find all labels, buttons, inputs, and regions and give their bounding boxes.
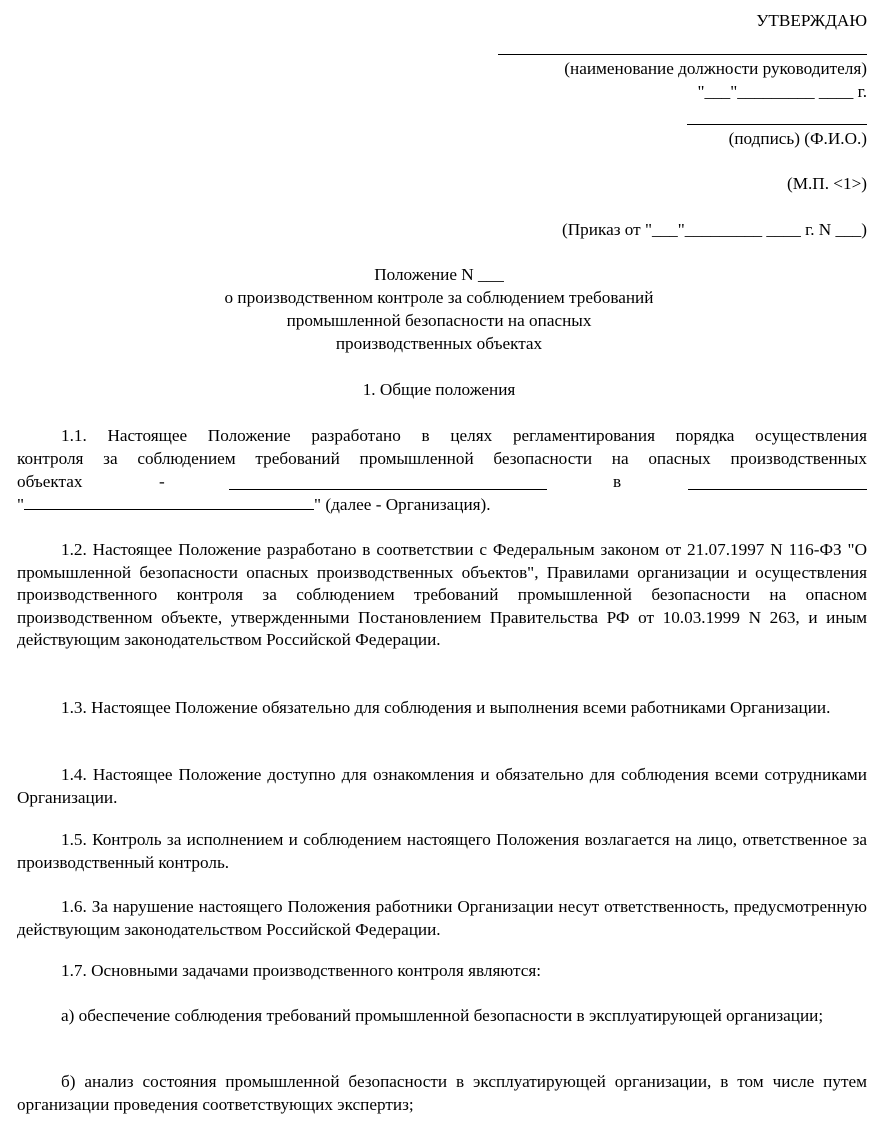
quote-open: " xyxy=(17,495,25,514)
list-item-a: а) обеспечение соблюдения требований промышленной безопасности в эксплуатирующей организации; xyxy=(61,1006,824,1025)
paragraph-1-5: 1.5. Контроль за исполнением и соблюдением настоящего Положения возлагается на лицо, ответственное за производственный контроль. xyxy=(17,830,867,872)
word-objects: объектах xyxy=(17,472,83,491)
regulation-title-line3: промышленной безопасности на опасных xyxy=(286,311,592,330)
regulation-title-line2: о производственном контроле за соблюдением требований xyxy=(224,288,654,307)
stamp-label: (М.П. <1>) xyxy=(786,174,867,193)
section-heading: 1. Общие положения xyxy=(362,380,516,399)
paragraph-1-6: 1.6. За нарушение настоящего Положения работники Организации несут ответственность, предусмотренную действующим законодательством Российской Федерации. xyxy=(17,897,867,939)
paragraph-1-1-line2: контроля за соблюдением требований промышленной безопасности на опасных производственных xyxy=(17,449,867,468)
dash: - xyxy=(159,472,165,491)
paragraph-1-4: 1.4. Настоящее Положение доступно для ознакомления и обязательно для соблюдения всеми сотрудниками Организации. xyxy=(17,765,867,807)
regulation-title-number: Положение N ___ xyxy=(374,265,504,284)
paragraph-1-3: 1.3. Настоящее Положение обязательно для соблюдения и выполнения всеми работниками Организации. xyxy=(61,698,831,717)
location-blank xyxy=(688,475,867,490)
paragraph-1-1-line4 xyxy=(17,494,867,517)
paragraph-1-1-tail: " (далее - Организация). xyxy=(314,495,491,514)
order-reference: (Приказ от "___"_________ ____ г. N ___) xyxy=(562,220,867,239)
word-in: в xyxy=(613,472,622,491)
paragraph-1-2: 1.2. Настоящее Положение разработано в соответствии с Федеральным законом от 21.07.1997 N 116-ФЗ "О промышленной безопасности опасных производственных объектов", Правилами организации и осуществления производственного контроля за соблюдением требований промышленной безопасности на опасном производственном объекте, утвержденными Постановлением Правительства РФ от 10.03.1999 N 263, и иным действующим законодательством Российской Федерации. xyxy=(17,540,867,650)
paragraph-1-7: 1.7. Основными задачами производственного контроля являются: xyxy=(61,961,542,980)
signature-caption: (подпись) (Ф.И.О.) xyxy=(728,129,867,148)
approval-date-line: "___"_________ ____ г. xyxy=(697,82,867,101)
regulation-title-line4: производственных объектах xyxy=(335,334,543,353)
organization-full-name-blank xyxy=(24,495,314,510)
signature-line xyxy=(687,124,867,125)
position-caption: (наименование должности руководителя) xyxy=(564,59,867,78)
organization-name-blank xyxy=(229,475,547,490)
position-signature-line xyxy=(498,54,867,55)
paragraph-1-1-line1: 1.1. Настоящее Положение разработано в целях регламентирования порядка осуществления xyxy=(61,426,867,445)
approve-heading: УТВЕРЖДАЮ xyxy=(756,11,867,30)
list-item-b: б) анализ состояния промышленной безопасности в эксплуатирующей организации, в том числе путем организации проведения соответствующих экспертиз; xyxy=(17,1072,867,1114)
